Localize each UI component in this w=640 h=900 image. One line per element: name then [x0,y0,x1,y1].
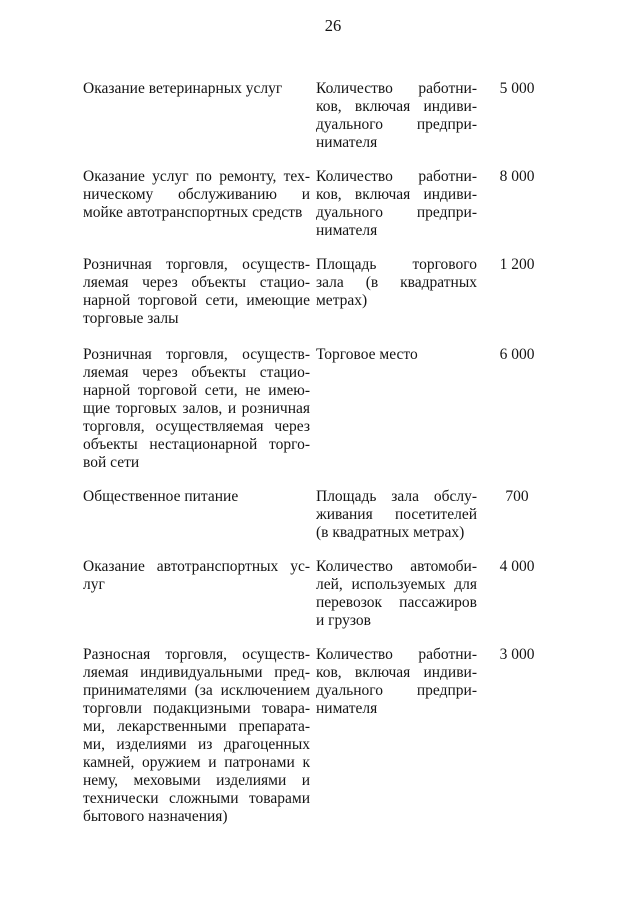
text-line: ков, включая индиви- [316,98,477,115]
benefit-table [83,80,557,842]
indicator-cell [316,256,477,310]
base-yield-value: 6 000 [499,346,535,363]
text-line: перевозок пассажиров [316,594,477,611]
text-line: нему, меховыми изделиями и [83,772,310,789]
table-row [83,488,557,542]
text-line: Оказание автотранспортных ус- [83,558,310,575]
text-line: ков, включая индиви- [316,664,477,681]
text-line: Количество автомоби- [316,558,477,575]
indicator-cell [316,646,477,718]
base-yield-value: 1 200 [499,256,535,273]
text-line: щие торговых залов, и розничная [83,400,310,417]
activity-cell [83,558,310,594]
activity-cell [83,488,310,506]
text-line: ми, лекарственными препарата- [83,718,310,735]
text-line: нимателя [316,134,378,151]
text-line: торговля, осуществляемая через [83,418,310,435]
text-line: нимателя [316,222,378,239]
text-line: технически сложными товарами [83,790,310,807]
page-number: 26 [324,16,342,35]
text-line: ляемая через объекты стацио- [83,274,310,291]
text-line: Разносная торговля, осуществ- [83,646,310,663]
activity-cell [83,80,310,98]
text-line: лей, используемых для [316,576,477,593]
text-line: бытового назначения) [83,808,228,825]
text-line: вой сети [83,454,140,471]
table-row [83,646,557,826]
text-line: нимателя [316,700,378,717]
text-line: торговли подакцизными товара- [83,700,310,717]
text-line: дуального предпри- [316,116,477,133]
text-line: дуального предпри- [316,204,477,221]
text-line: объекты нестационарной торго- [83,436,310,453]
text-line: Торговое место [316,346,418,363]
indicator-cell [316,168,477,240]
base-yield-value: 8 000 [499,168,535,185]
activity-cell [83,168,310,222]
table-row [83,168,557,240]
table-row [83,346,557,472]
activity-cell [83,646,310,826]
text-line: Розничная торговля, осуществ- [83,346,310,363]
indicator-cell [316,80,477,152]
indicator-cell [316,558,477,630]
text-line: зала (в квадратных [316,274,477,291]
text-line: Оказание ветеринарных услуг [83,80,283,97]
base-yield-value: 700 [505,488,529,505]
text-line: ков, включая индиви- [316,186,477,203]
text-line: Оказание услуг по ремонту, тех- [83,168,310,185]
text-line: луг [83,576,105,593]
text-line: Площадь зала обслу- [316,488,477,505]
text-line: нарной торговой сети, не имею- [83,382,310,399]
text-line: камней, оружием и патронами к [83,754,310,771]
table-row [83,558,557,630]
text-line: Площадь торгового [316,256,477,273]
text-line: Общественное питание [83,488,239,505]
text-line: Розничная торговля, осуществ- [83,256,310,273]
text-line: Количество работни- [316,646,477,663]
text-line: живания посетителей [316,506,477,523]
text-line: дуального предпри- [316,682,477,699]
activity-cell [83,256,310,328]
base-yield-value: 3 000 [499,646,535,663]
text-line: ми, изделиями из драгоценных [83,736,310,753]
text-line: Количество работни- [316,168,477,185]
text-line: метрах) [316,292,368,309]
text-line: ническому обслуживанию и [83,186,310,203]
text-line: и грузов [316,612,371,629]
base-yield-value: 5 000 [499,80,535,97]
text-line: принимателями (за исключением [83,682,310,699]
text-line: Количество работни- [316,80,477,97]
text-line: мойке автотранспортных средств [83,204,303,221]
activity-cell [83,346,310,472]
indicator-cell [316,488,477,542]
text-line: нарной торговой сети, имеющие [83,292,310,309]
text-line: торговые залы [83,310,179,327]
text-line: (в квадратных метрах) [316,524,465,541]
text-line: ляемая через объекты стацио- [83,364,310,381]
text-line: ляемая индивидуальными пред- [83,664,310,681]
indicator-cell [316,346,477,364]
table-row [83,256,557,328]
table-row [83,80,557,152]
base-yield-value: 4 000 [499,558,535,575]
